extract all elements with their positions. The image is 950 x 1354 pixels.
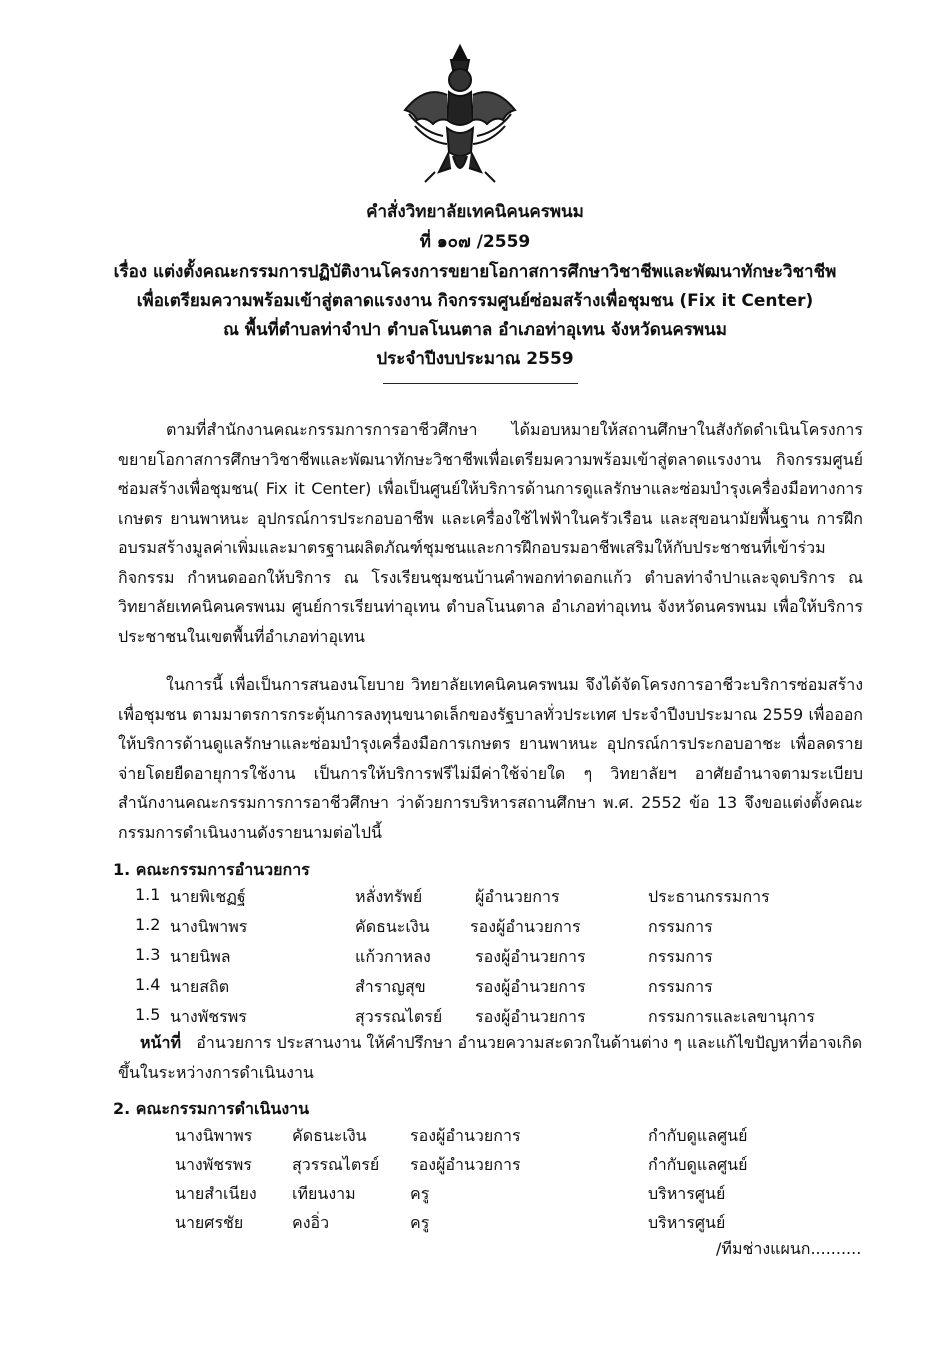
- member-role: บริหารศูนย์: [648, 1184, 726, 1203]
- member-first-name: นางนิพาพร: [175, 1126, 253, 1145]
- member-number: 1.2: [135, 915, 161, 934]
- member-first-name: นางนิพาพร: [170, 917, 248, 936]
- member-position: รองผู้อำนวยการ: [475, 977, 586, 996]
- member-position: รองผู้อำนวยการ: [475, 1007, 586, 1026]
- member-role: กำกับดูแลศูนย์: [648, 1155, 748, 1174]
- committee-1-title: 1. คณะกรรมการอำนวยการ: [113, 860, 310, 879]
- committee-1-duty: [118, 1028, 863, 1088]
- member-first-name: นางพัชรพร: [175, 1155, 252, 1174]
- member-number: 1.4: [135, 975, 161, 994]
- member-first-name: นายศรชัย: [175, 1213, 244, 1232]
- member-role: กรรมการ: [648, 917, 713, 936]
- member-position: รองผู้อำนวยการ: [470, 917, 581, 936]
- paragraph-intro: [118, 415, 863, 651]
- subject-line-1: เรื่อง แต่งตั้งคณะกรรมการปฏิบัติงานโครงการขยายโอกาสการศึกษาวิชาชีพและพัฒนาทักษะวิชาชีพ: [113, 262, 837, 282]
- member-number: 1.5: [135, 1005, 161, 1024]
- member-first-name: นายสถิต: [170, 977, 230, 996]
- member-first-name: นายนิพล: [170, 947, 231, 966]
- member-role: กรรมการ: [648, 947, 713, 966]
- subject-line-4: ประจำปีงบประมาณ 2559: [376, 349, 574, 369]
- member-first-name: นางพัชรพร: [170, 1007, 247, 1026]
- member-number: 1.1: [135, 885, 161, 904]
- member-role: กำกับดูแลศูนย์: [648, 1126, 748, 1145]
- subject-line-3: ณ พื้นที่ตำบลท่าจำปา ตำบลโนนตาล อำเภอท่าอุเทน จังหวัดนครพนม: [223, 320, 727, 340]
- member-position: รองผู้อำนวยการ: [475, 947, 586, 966]
- member-position: ครู: [410, 1213, 430, 1232]
- member-first-name: นายพิเชฏฐ์: [170, 887, 246, 906]
- header-divider: [383, 383, 578, 384]
- committee-2-title: 2. คณะกรรมการดำเนินงาน: [113, 1099, 310, 1118]
- duty-label: หน้าที่: [140, 1033, 182, 1052]
- garuda-emblem-icon: [395, 40, 525, 190]
- continuation-note: /ทีมช่างแผนก..........: [716, 1239, 862, 1258]
- subject-line-2: เพื่อเตรียมความพร้อมเข้าสู่ตลาดแรงงาน กิจกรรมศูนย์ซ่อมสร้างเพื่อชุมชน (Fix it Center): [136, 291, 814, 311]
- member-position: ผู้อำนวยการ: [475, 887, 560, 906]
- member-role: บริหารศูนย์: [648, 1213, 726, 1232]
- member-last-name: สำราญสุข: [355, 977, 426, 996]
- member-last-name: หลั่งทรัพย์: [355, 887, 423, 906]
- member-first-name: นายสำเนียง: [175, 1184, 257, 1203]
- member-last-name: เทียนงาม: [292, 1184, 356, 1203]
- member-last-name: คงอิ่ว: [292, 1213, 330, 1232]
- paragraph-1-text: ตามที่สำนักงานคณะกรรมการการอาชีวศึกษา ได้มอบหมายให้สถานศึกษาในสังกัดดำเนินโครงการขยายโอกาสการศึกษาวิชาชีพและพัฒนาทักษะวิชาชีพเพื่อเตรียมความพร้อมเข้าสู่ตลาดแรงงาน กิจกรรมศูนย์ซ่อมสร้างเพื่อชุมชน( Fix it Center) เพื่อเป็นศูนย์ให้บริการด้านการดูแลรักษาและซ่อมบำรุงเครื่องมือทางการเกษตร ยานพาหนะ อุปกรณ์การประกอบอาชีพ และเครื่องใช้ไฟฟ้าในครัวเรือน และสุขอนามัยพื้นฐาน การฝึกอบรมสร้างมูลค่าเพิ่มและมาตรฐานผลิตภัณฑ์ชุมชนและการฝึกอบรมอาชีพเสริมให้กับประชาชนที่เข้าร่วมกิจกรรม กำหนดออกให้บริการ ณ โรงเรียนชุมชนบ้านคำพอกท่าดอกแก้ว ตำบลท่าจำปาและจุดบริการ ณ วิทยาลัยเทคนิคนครพนม ศูนย์การเรียนท่าอุเทน ตำบลโนนตาล อำเภอท่าอุเทน จังหวัดนครพนม เพื่อให้บริการประชาชนในเขตพื้นที่อำเภอท่าอุเทน: [118, 420, 863, 646]
- member-role: ประธานกรรมการ: [648, 887, 770, 906]
- member-role: กรรมการและเลขานุการ: [648, 1007, 815, 1026]
- member-number: 1.3: [135, 945, 161, 964]
- order-title: คำสั่งวิทยาลัยเทคนิคนครพนม: [366, 202, 584, 222]
- member-last-name: สุวรรณไตรย์: [292, 1155, 380, 1174]
- duty-text: อำนวยการ ประสานงาน ให้คำปรึกษา อำนวยความสะดวกในด้านต่าง ๆ และแก้ไขปัญหาที่อาจเกิดขึ้นในระหว่างการดำเนินงาน: [118, 1033, 863, 1082]
- member-last-name: คัดธนะเงิน: [292, 1126, 367, 1145]
- member-last-name: แก้วกาหลง: [355, 947, 431, 966]
- paragraph-purpose: [118, 670, 863, 847]
- member-last-name: คัดธนะเงิน: [355, 917, 430, 936]
- member-role: กรรมการ: [648, 977, 713, 996]
- member-position: ครู: [410, 1184, 430, 1203]
- member-position: รองผู้อำนวยการ: [410, 1155, 521, 1174]
- order-number: ที่ ๑๐๗ /2559: [419, 232, 531, 252]
- paragraph-2-text: ในการนี้ เพื่อเป็นการสนองนโยบาย วิทยาลัยเทคนิคนครพนม จึงได้จัดโครงการอาชีวะบริการซ่อมสร้างเพื่อชุมชน ตามมาตรการกระตุ้นการลงทุนขนาดเล็กของรัฐบาลทั่วประเทศ ประจำปีงบประมาณ 2559 เพื่อออกให้บริการด้านดูแลรักษาและซ่อมบำรุงเครื่องมือการเกษตร ยานพาหนะ อุปกรณ์การประกอบอาชะ เพื่อลดรายจ่ายโดยยืดอายุการใช้งาน เป็นการให้บริการฟรีไม่มีค่าใช้จ่ายใด ๆ วิทยาลัยฯ อาศัยอำนาจตามระเบียบ สำนักงานคณะกรรมการการอาชีวศึกษา ว่าด้วยการบริหารสถานศึกษา พ.ศ. 2552 ข้อ 13 จึงขอแต่งตั้งคณะกรรมการดำเนินงานดังรายนามต่อไปนี้: [118, 675, 863, 842]
- member-position: รองผู้อำนวยการ: [410, 1126, 521, 1145]
- member-last-name: สุวรรณไตรย์: [355, 1007, 443, 1026]
